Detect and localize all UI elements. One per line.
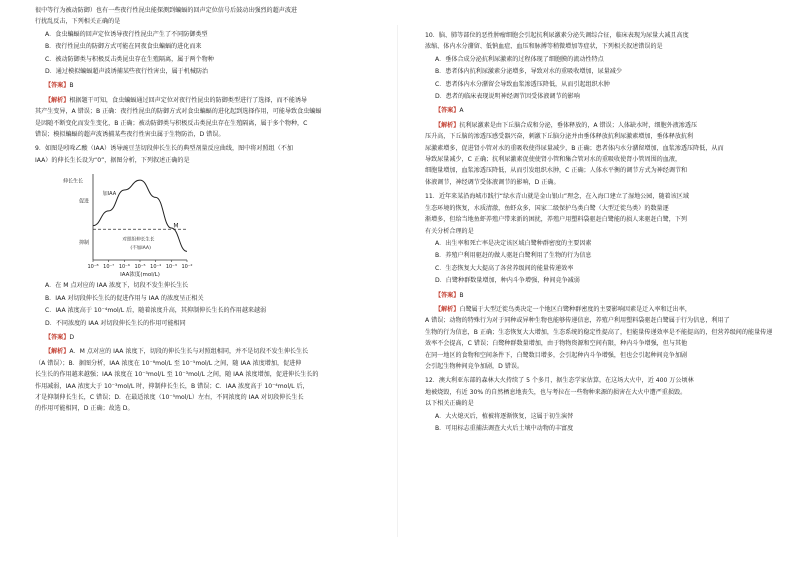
q11-option-d: D．白鹭种群数量增加，种内斗争增强，种间竞争减弱 xyxy=(435,277,580,285)
answer-value: D xyxy=(69,333,75,341)
q10-option-c: C．患者体内水分潴留会导致血浆渗透压降低，从而引起组织水肿 xyxy=(435,80,610,88)
q12-option-b: B．可用标志重捕法调查大火后土壤中动物的丰富度 xyxy=(435,425,574,432)
analysis-line: A．M 点对应的 IAA 浓度下，切段的伸长生长与对照组相同，并不是切段不发生伸长生长 xyxy=(69,348,309,356)
q10-option-d: D．患者的临床表现说明神经调节因受体液调节的影响 xyxy=(435,93,580,101)
analysis-line: 错误；模拟蝙蝠的超声波诱捕某些夜行性害虫属于生物防治，D 错误。 xyxy=(35,131,225,139)
q12-stem: 以下相关正确的是 xyxy=(425,400,474,408)
q8-option-b: B．夜行性昆虫的防御方式可能在同夜食虫蝙蝠的进化而来 xyxy=(45,43,202,51)
series-label-control-sub: (不加IAA) xyxy=(130,246,151,252)
series-label-control: 对照组伸长生长 xyxy=(122,237,155,243)
q10-analysis xyxy=(425,120,775,131)
q10-option-a: A．垂体合成分泌抗利尿激素的过程体现了细胞膜的流动性特点 xyxy=(435,55,604,63)
q8-analysis xyxy=(35,95,385,106)
analysis-line: 会引起生物种间竞争加剧，D 错误。 xyxy=(425,362,524,370)
q8-option-d: D．通过模拟蝙蝠超声波诱捕某些夜行性害虫，属于机械防治 xyxy=(45,68,209,76)
q8-option-c: C．被动防御类与积极反击类昆虫存在生殖隔离，属于两个物种 xyxy=(45,55,214,63)
analysis-line: 根据题干可知，食虫蝙蝠通过回声定位对夜行性昆虫的防御类型进行了选择，而不能诱导 xyxy=(69,96,308,104)
q9-stem: IAA）的伸长生长设为“0”，据图分析，下列叙述正确的是 xyxy=(35,156,190,164)
analysis-tag: 【解析】 xyxy=(45,348,70,356)
answer-tag: 【答案】 xyxy=(435,291,460,299)
analysis-line: 其产生变异，A 错误；B 正确：夜行性昆虫的防御方式对食虫蝙蝠的进化起到选择作用，可能导致食虫蝙蝠 xyxy=(35,108,322,116)
analysis-tag: 【解析】 xyxy=(45,96,70,104)
iaa-chart xyxy=(62,168,195,279)
answer-value: B xyxy=(459,291,464,299)
x-tick-label: 10⁻³ xyxy=(165,264,177,271)
y-axis-label: 伸长生长 xyxy=(62,178,83,185)
analysis-line: 导致尿量减少，C 正确；抗利尿激素促使使肾小管和集合管对水的重吸收使肾小管周围的血液， xyxy=(425,156,682,164)
analysis-line: 细胞量增加，血浆渗透压降低，从而引发组织水肿，C 正确；人体水平衡的调节方式为神经调节和 xyxy=(425,167,688,175)
analysis-line: 抗利尿激素是由下丘脑合成和分泌，垂体释放的，A 错误；人体缺水时，细胞外液渗透压 xyxy=(459,121,698,129)
right-column xyxy=(425,30,775,434)
intro-line: 行扰乱反击，下列相关正确的是 xyxy=(35,18,121,26)
q10-stem: 浓缩、体内水分潴留、低钠血症、血压和脉搏等稍微增加等症状，下列相关叙述错误的是 xyxy=(425,43,663,51)
x-tick-label: 10⁻⁷ xyxy=(103,264,115,271)
q9-answer xyxy=(35,332,385,343)
analysis-line: 效率不会提高，C 错误；白鹭种群数量增加，由于物物资源和空间有限，种内斗争增强，但与其他 xyxy=(425,340,688,348)
answer-value: B xyxy=(69,82,74,90)
q11-stem: 渐增多，但给当地鱼虾养殖户带来新的困扰，养殖户用塑料袋驱赶白鹭能的损人来驱赶白鹭，下列 xyxy=(425,216,688,224)
analysis-line: 尿激素增多，促进肾小管对水的重吸收使得尿量减少，B 正确；患者体内水分潴留增加，血浆渗透压降低，从而 xyxy=(425,144,724,152)
x-tick-label: 10⁻² xyxy=(181,264,193,271)
answer-tag: 【答案】 xyxy=(45,82,70,90)
q11-answer xyxy=(425,290,775,301)
analysis-line: 白鹭属于大型迁徙鸟类决定一个地区白鹭种群密度的主要影响因素是迁入率和迁出率， xyxy=(459,305,691,313)
iaa-chart-svg xyxy=(62,168,195,279)
q10-option-b: B．患者体内抗利尿激素分泌增多，导致对水的重吸收增加，尿量减少 xyxy=(435,68,622,76)
analysis-tag: 【解析】 xyxy=(435,121,460,129)
column-divider xyxy=(397,25,398,537)
q11-analysis xyxy=(425,304,775,315)
q11-stem: 11．近年来某沿海城市践行“绿水青山就是金山银山”理念，在入海口建立了湿地公园，随着该区域 xyxy=(425,193,689,201)
x-tick-label: 10⁻⁶ xyxy=(118,264,130,271)
analysis-tag: 【解析】 xyxy=(435,305,460,313)
analysis-line: 才是抑制伸长生长，C 错误；D．在最适浓度（10⁻⁵mol/L）左右，不同浓度的 IAA 对切段伸长生长 xyxy=(35,393,304,401)
answer-value: A xyxy=(459,107,464,115)
q9-option-a: A．在 M 点对应的 IAA 浓度下，切段不发生伸长生长 xyxy=(45,282,189,290)
q9-option-d: D．不同浓度的 IAA 对切段伸长生长的作用可能相同 xyxy=(45,319,186,327)
intro-line: 很中等行为被动防御）也有一些夜行性昆虫能探测到蝙蝠的回声定位信号后鼓动出强烈的超声波进 xyxy=(35,7,298,14)
analysis-line: 生物的行为信息，B 正确；生态恢复大大增加，生态系统的稳定性提高了，但能量传递效率是不能提高的，但营养级间的能量传递 xyxy=(425,328,773,336)
analysis-line: 作用减弱，IAA 浓度大于 10⁻³mol/L 时，抑制伸长生长，B 错误；C．IAA 浓度高于 10⁻⁴mol/L 后， xyxy=(35,382,309,390)
left-column xyxy=(35,5,385,415)
y-label-promote: 促进 xyxy=(78,198,89,205)
series-label-iaa: 加IAA xyxy=(102,191,117,198)
y-label-inhibit: 抑制 xyxy=(78,240,89,247)
analysis-line: （A 错误）；B．据图分析，IAA 浓度在 10⁻⁸mol/L 至 10⁻⁵mol/L 之间，随 IAA 浓度增加，促进伸 xyxy=(35,359,302,367)
q11-option-b: B．养殖户利用驱赶的做人驱赶白鹭利用了生物的行为信息 xyxy=(435,252,592,260)
x-axis-label: IAA浓度(mol/L) xyxy=(120,272,160,279)
q9-option-c: C．IAA 浓度高于 10⁻⁴mol/L 后，随着浓度升高，其抑制伸长生长的作用越来越弱 xyxy=(45,307,267,315)
x-tick-label: 10⁻⁵ xyxy=(134,264,146,271)
q10-stem: 10．脑、肺等部位的恶性肿瘤细胞会引起抗利尿激素分泌失调综合征，临床表现为尿量大减且高度 xyxy=(425,32,689,39)
analysis-line: 在同一地区的食物和空间条件下，白鹭数目增多，会引起种内斗争增强，但也会引起种间竞争加剧 xyxy=(425,351,688,359)
analysis-line: 的作用可能相同，D 正确；故选 D。 xyxy=(35,405,134,413)
analysis-line: 体液调节，神经调节受体液调节的影响，D 正确。 xyxy=(425,178,560,186)
q8-answer xyxy=(35,80,385,91)
q11-option-a: A．出生率和死亡率是决定该区域白鹭种群密度的主要因素 xyxy=(435,239,592,247)
analysis-line: A 错误；动物的特殊行为对于同种或异种生物也能够传递信息，养殖户利用塑料袋驱赶白鹭属于行为信息，利用了 xyxy=(425,317,730,325)
q12-option-a: A．大火熄灭后，植被将逐渐恢复，这属于初生演替 xyxy=(435,412,574,420)
q10-answer xyxy=(425,105,775,116)
x-tick-label: 10⁻⁸ xyxy=(87,264,99,271)
analysis-line: 长生长的作用越来越强；IAA 浓度在 10⁻⁵mol/L 至 10⁻³mol/L 之间，随 IAA 浓度增加，促进伸长生长的 xyxy=(35,371,319,379)
q9-stem: 9．如图是吲哚乙酸（IAA）诱导豌豆茎切段伸长生长的典型剂量反应曲线，图中将对照组（不加 xyxy=(35,145,293,153)
q8-option-a: A．食虫蝙蝠的回声定位诱导夜行性昆虫产生了不同防御类型 xyxy=(45,30,208,38)
q9-analysis xyxy=(35,346,385,357)
answer-tag: 【答案】 xyxy=(45,333,70,341)
q11-stem: 生态环境的恢复，水质清澈，鱼虾众多，国家二级保护鸟类白鹭（大型迁徙鸟类）的数量逐 xyxy=(425,204,669,212)
x-tick-label: 10⁻⁴ xyxy=(150,264,162,271)
q12-stem: 12．澳大利亚东部的森林大火持续了 5 个多月，据生态学家估算，在这场大火中，近 400 万公顷林 xyxy=(425,377,694,385)
annotation-m: M xyxy=(173,222,179,230)
analysis-line: 压升高，下丘脑的渗透压感受器兴奋，刺激下丘脑分泌并由垂体释放抗利尿激素增加，垂体释放抗利 xyxy=(425,133,694,141)
answer-tag: 【答案】 xyxy=(435,107,460,115)
q11-option-c: C．生态恢复大大提高了各营养级间的能量传递效率 xyxy=(435,264,574,272)
q9-option-b: B．IAA 对切段伸长生长的促进作用与 IAA 的浓度呈正相关 xyxy=(45,294,204,302)
q12-stem: 地被烧毁，有近 30% 的自然栖息地丧失，也与考拉在一些物种来源的损害在大火中遭严重损毁。 xyxy=(425,388,687,396)
q11-stem: 有关分析合理的是 xyxy=(425,227,474,235)
analysis-line: 是因随不断变化而发生变化，B 正确；被动防御类与积极反击类昆虫存在生殖隔离，属于多个物种，C xyxy=(35,119,308,127)
